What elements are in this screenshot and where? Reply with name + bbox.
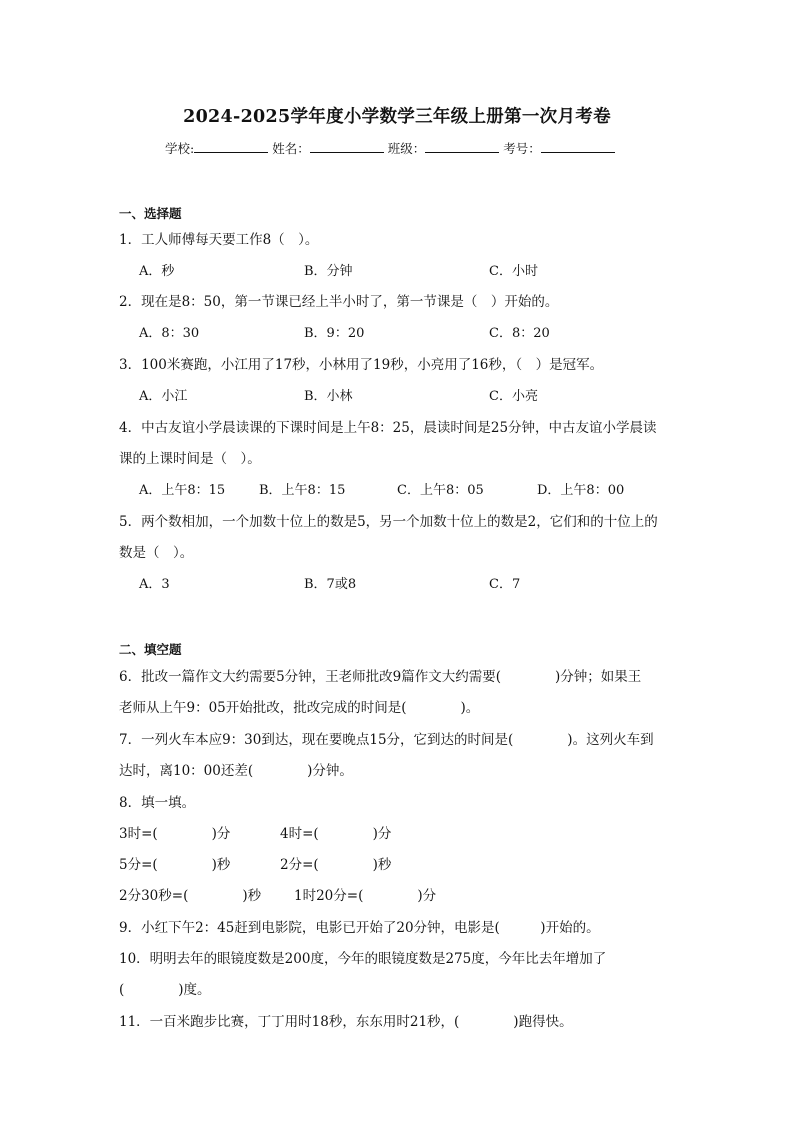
- question-1: 1．工人师傅每天要工作8（ ）。: [119, 232, 319, 248]
- question-6-line-1: 6．批改一篇作文大约需要5分钟，王老师批改9篇作文大约需要( )分钟；如果王: [119, 669, 642, 685]
- question-5-line-1: 5．两个数相加，一个加数十位上的数是5，另一个加数十位上的数是2，它们和的十位上的: [119, 514, 658, 530]
- q3-option-b[interactable]: B．小林: [304, 389, 353, 404]
- q5-option-a[interactable]: A．3: [139, 577, 170, 592]
- class-label: 班级：: [387, 141, 426, 156]
- question-10-line-2: ( )度。: [119, 982, 211, 998]
- question-4-line-2: 课的上课时间是（ ）。: [119, 451, 261, 467]
- question-5-line-2: 数是（ ）。: [119, 545, 194, 561]
- q8-item-hours-4: 4时=( )分: [280, 826, 392, 842]
- section-heading-fill: 二、填空题: [119, 642, 182, 657]
- q8-item-2m30s: 2分30秒=( )秒: [119, 888, 262, 904]
- class-blank[interactable]: [425, 140, 499, 153]
- school-blank[interactable]: [194, 140, 268, 153]
- name-label: 姓名：: [272, 141, 310, 156]
- q8-item-hours-3: 3时=( )分: [119, 826, 231, 842]
- q1-option-a[interactable]: A．秒: [139, 264, 175, 279]
- question-6-line-2: 老师从上午9：05开始批改，批改完成的时间是( )。: [119, 700, 480, 716]
- question-2: 2．现在是8：50，第一节课已经上半小时了，第一节课是（ ）开始的。: [119, 294, 559, 310]
- page-title: 2024-2025学年度小学数学三年级上册第一次月考卷: [183, 107, 611, 127]
- section-heading-choice: 一、选择题: [119, 206, 182, 221]
- name-blank[interactable]: [310, 140, 384, 153]
- q3-option-a[interactable]: A．小江: [139, 389, 188, 404]
- exam-no-label: 考号：: [503, 141, 541, 156]
- q1-option-c[interactable]: C．小时: [489, 264, 538, 279]
- question-4-line-1: 4．中古友谊小学晨读课的下课时间是上午8：25，晨读时间是25分钟，中古友谊小学晨读: [119, 420, 657, 436]
- q4-option-b[interactable]: B．上午8：15: [259, 483, 346, 498]
- q5-option-c[interactable]: C．7: [489, 577, 521, 592]
- q4-option-c[interactable]: C．上午8：05: [397, 483, 484, 498]
- q1-option-b[interactable]: B．分钟: [304, 264, 353, 279]
- question-10-line-1: 10．明明去年的眼镜度数是200度，今年的眼镜度数是275度，今年比去年增加了: [119, 951, 607, 967]
- q2-option-a[interactable]: A．8：30: [139, 326, 200, 341]
- school-label: 学校:: [165, 141, 195, 156]
- question-3: 3．100米赛跑，小江用了17秒，小林用了19秒，小亮用了16秒，（ ）是冠军。: [119, 357, 604, 373]
- q8-item-minutes-2: 2分=( )秒: [280, 857, 392, 873]
- q8-item-1h20m: 1时20分=( )分: [294, 888, 437, 904]
- q8-item-minutes-5: 5分=( )秒: [119, 857, 231, 873]
- question-7-line-1: 7．一列火车本应9：30到达，现在要晚点15分，它到达的时间是( )。这列火车到: [119, 732, 654, 748]
- question-11: 11．一百米跑步比赛，丁丁用时18秒，东东用时21秒，( )跑得快。: [119, 1014, 573, 1030]
- question-8: 8．填一填。: [119, 795, 196, 811]
- q4-option-a[interactable]: A．上午8：15: [139, 483, 226, 498]
- exam-no-blank[interactable]: [541, 140, 615, 153]
- q3-option-c[interactable]: C．小亮: [489, 389, 538, 404]
- q2-option-b[interactable]: B．9：20: [304, 326, 365, 341]
- q2-option-c[interactable]: C．8：20: [489, 326, 550, 341]
- student-info-line: [165, 139, 615, 157]
- q4-option-d[interactable]: D．上午8：00: [537, 483, 625, 498]
- question-9: 9．小红下午2：45赶到电影院，电影已开始了20分钟，电影是( )开始的。: [119, 920, 600, 936]
- question-7-line-2: 达时，离10：00还差( )分钟。: [119, 763, 353, 779]
- q5-option-b[interactable]: B．7或8: [304, 577, 357, 592]
